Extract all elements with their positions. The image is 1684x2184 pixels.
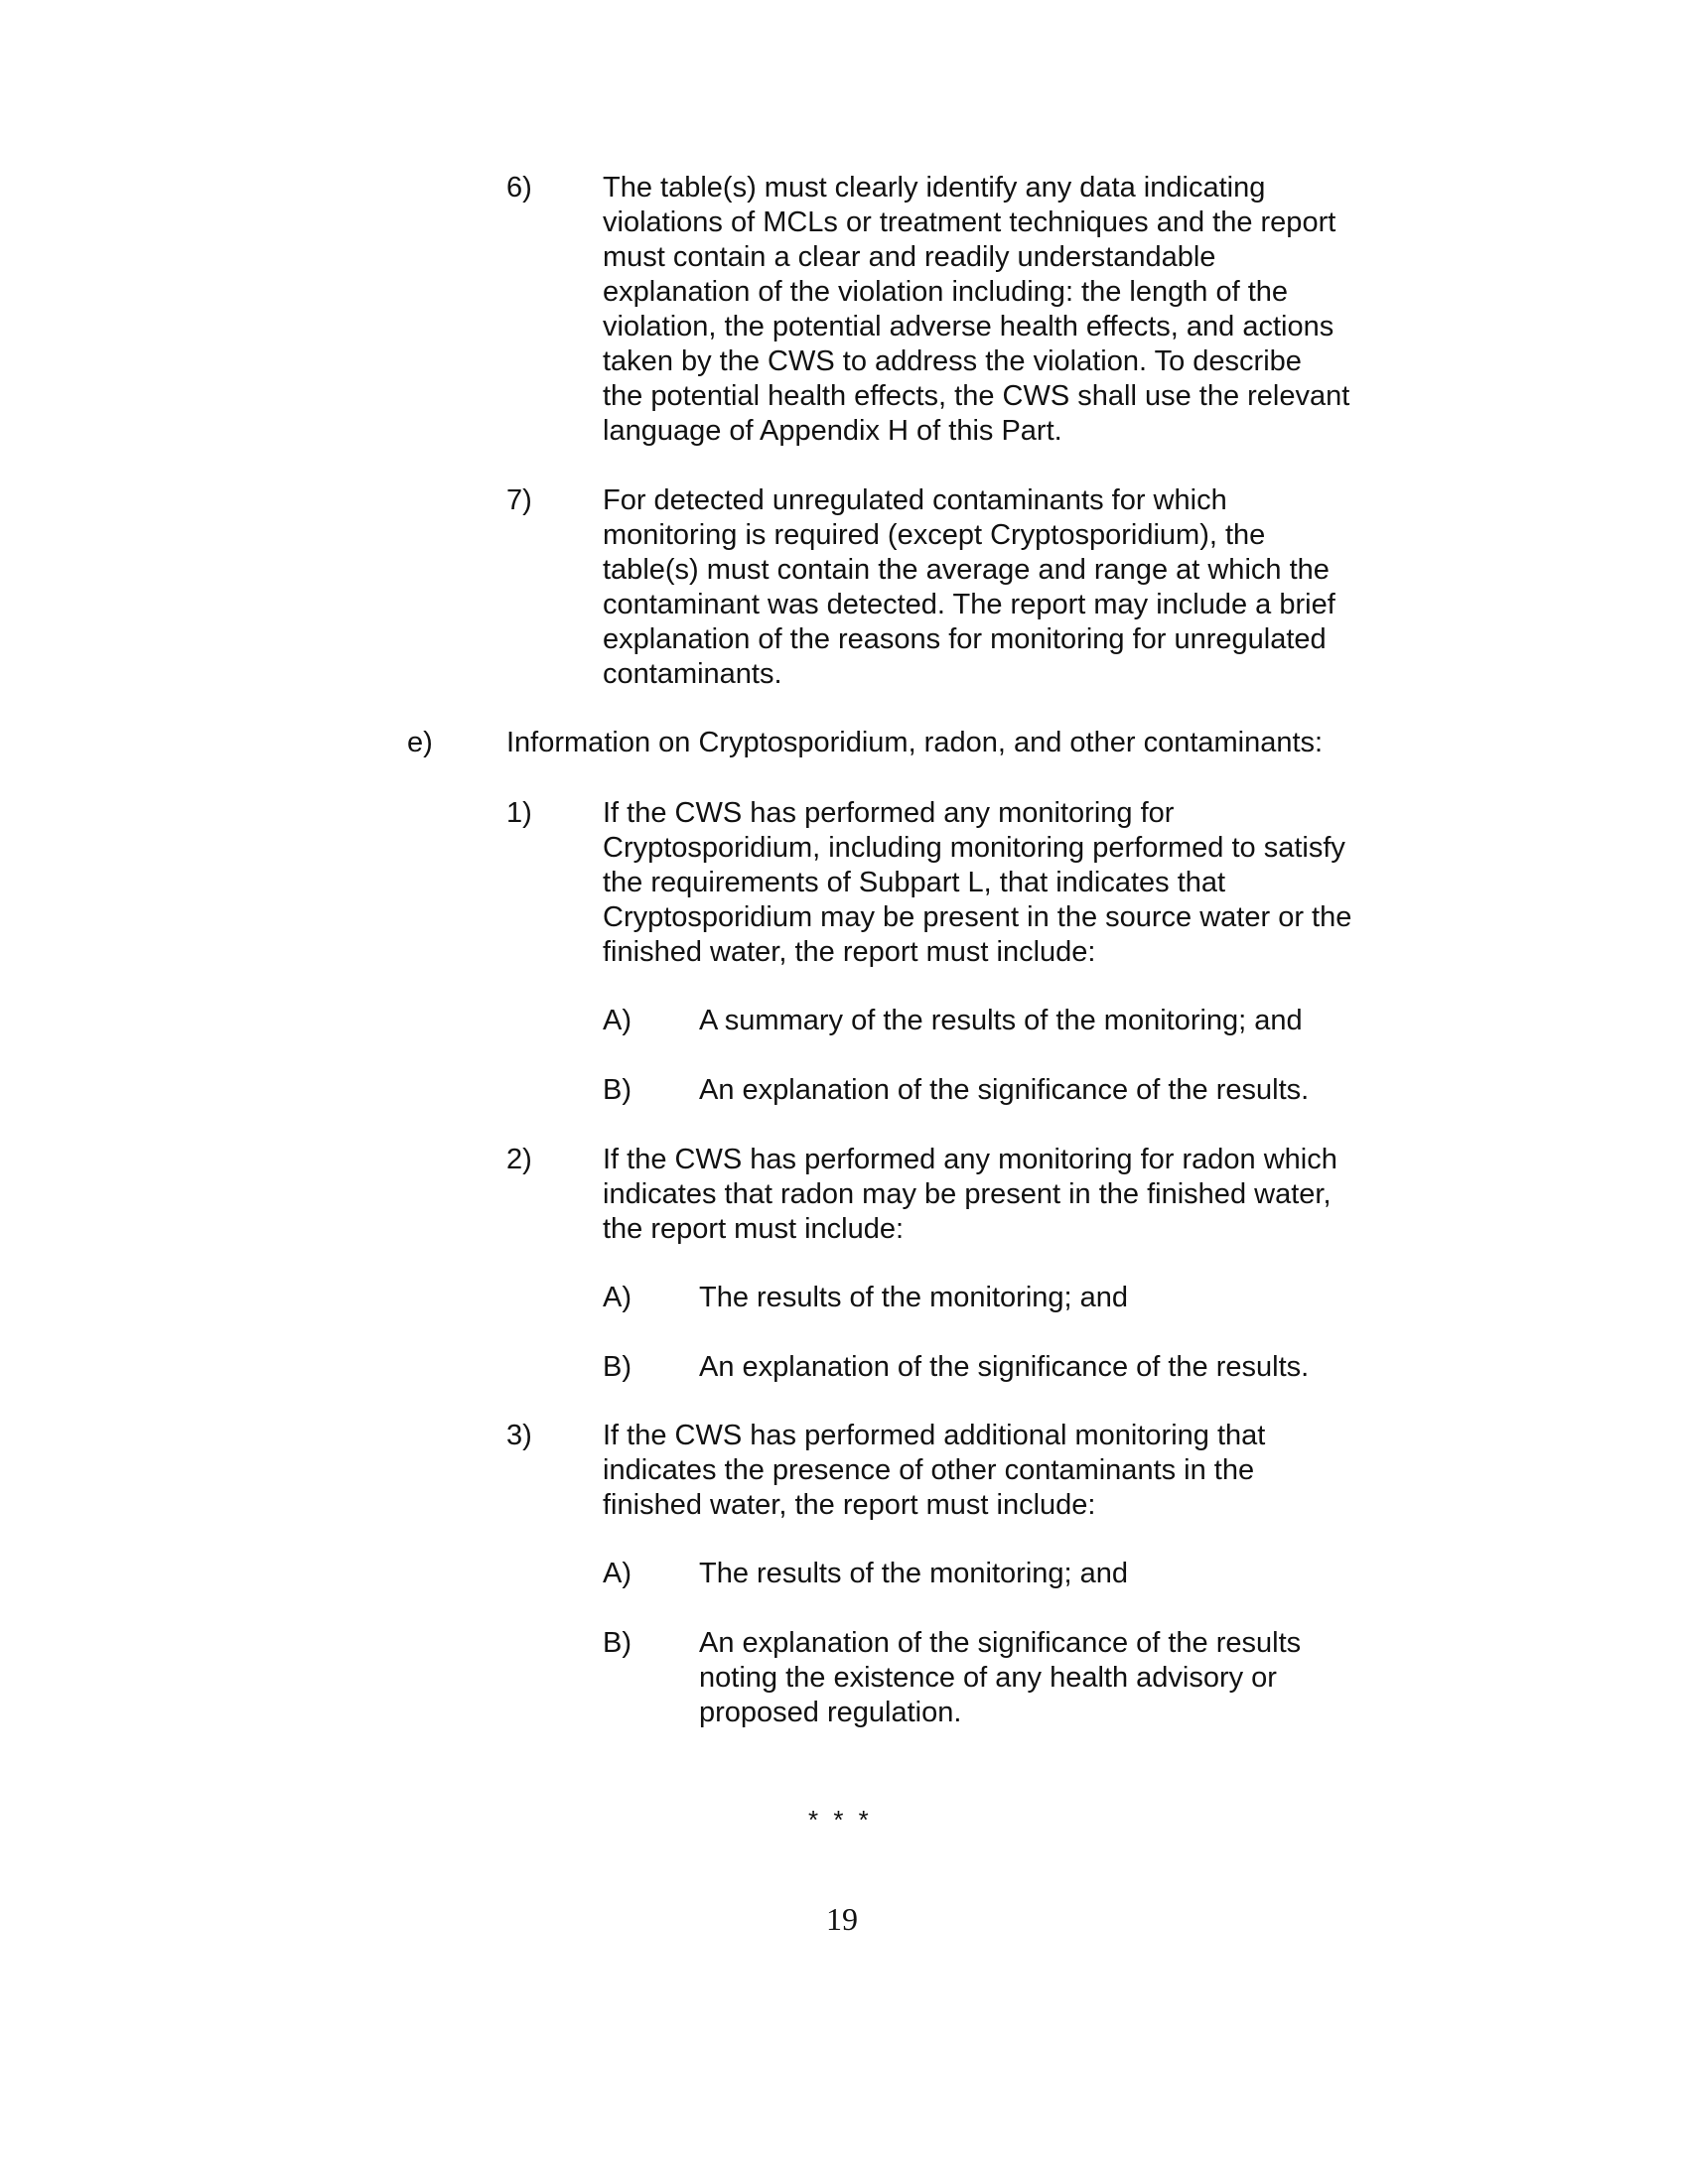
item-text bbox=[603, 171, 1349, 449]
text-line: taken by the CWS to address the violation. To describe bbox=[603, 345, 1302, 377]
item-label: 3) bbox=[506, 1420, 532, 1451]
text-line: If the CWS has performed any monitoring for radon which bbox=[603, 1144, 1337, 1175]
sub-item-text bbox=[699, 1073, 1309, 1108]
sub-item-text bbox=[699, 1004, 1303, 1038]
text-line: A summary of the results of the monitoring; and bbox=[699, 1005, 1303, 1036]
item-label: 1) bbox=[506, 797, 532, 829]
text-line: An explanation of the significance of the results. bbox=[699, 1351, 1310, 1383]
text-line: The results of the monitoring; and bbox=[699, 1558, 1129, 1589]
text-line: Cryptosporidium, including monitoring performed to satisfy bbox=[603, 832, 1345, 864]
item-label: 2) bbox=[506, 1144, 532, 1175]
item-text bbox=[603, 1143, 1337, 1247]
text-line: finished water, the report must include: bbox=[603, 1489, 1096, 1521]
sub-item-label: A) bbox=[603, 1558, 632, 1589]
text-line: If the CWS has performed additional monitoring that bbox=[603, 1420, 1266, 1451]
text-line: violations of MCLs or treatment techniques and the report bbox=[603, 206, 1336, 238]
text-line: indicates that radon may be present in the finished water, bbox=[603, 1178, 1332, 1210]
text-line: noting the existence of any health advisory or bbox=[699, 1662, 1277, 1694]
text-line: Cryptosporidium may be present in the source water or the bbox=[603, 901, 1352, 933]
text-line: An explanation of the significance of the results bbox=[699, 1627, 1302, 1659]
text-line: finished water, the report must include: bbox=[603, 936, 1096, 968]
text-line: monitoring is required (except Cryptosporidium), the bbox=[603, 519, 1266, 551]
text-line: If the CWS has performed any monitoring for bbox=[603, 797, 1175, 829]
sub-item-text bbox=[699, 1350, 1309, 1385]
item-text bbox=[603, 483, 1335, 692]
sub-item-label: A) bbox=[603, 1005, 632, 1036]
sub-item-label: A) bbox=[603, 1282, 632, 1313]
text-line: The table(s) must clearly identify any data indicating bbox=[603, 172, 1266, 204]
text-line: the potential health effects, the CWS shall use the relevant bbox=[603, 380, 1350, 412]
text-line: contaminant was detected. The report may include a brief bbox=[603, 589, 1335, 620]
text-line: explanation of the reasons for monitoring for unregulated bbox=[603, 623, 1327, 655]
text-line: the report must include: bbox=[603, 1213, 905, 1245]
sub-item-label: B) bbox=[603, 1074, 632, 1106]
section-separator: * * * bbox=[808, 1805, 873, 1835]
sub-item-text bbox=[699, 1281, 1128, 1315]
item-label: 7) bbox=[506, 484, 532, 516]
text-line: An explanation of the significance of the results. bbox=[699, 1074, 1310, 1106]
sub-item-label: B) bbox=[603, 1627, 632, 1659]
section-heading bbox=[506, 726, 1323, 760]
text-line: table(s) must contain the average and range at which the bbox=[603, 554, 1330, 586]
text-line: For detected unregulated contaminants for which bbox=[603, 484, 1227, 516]
sub-item-text bbox=[699, 1626, 1301, 1730]
item-label: 6) bbox=[506, 172, 532, 204]
item-text bbox=[603, 796, 1351, 970]
section-label: e) bbox=[407, 727, 433, 758]
text-line: explanation of the violation including: the length of the bbox=[603, 276, 1289, 308]
text-line: must contain a clear and readily understandable bbox=[603, 241, 1216, 273]
sub-item-label: B) bbox=[603, 1351, 632, 1383]
text-line: proposed regulation. bbox=[699, 1697, 962, 1728]
text-line: language of Appendix H of this Part. bbox=[603, 415, 1062, 447]
text-line: The results of the monitoring; and bbox=[699, 1282, 1129, 1313]
text-line: violation, the potential adverse health effects, and actions bbox=[603, 311, 1334, 342]
sub-item-text bbox=[699, 1557, 1128, 1591]
page-number: 19 bbox=[826, 1901, 858, 1937]
text-line: contaminants. bbox=[603, 658, 782, 690]
text-line: the requirements of Subpart L, that indicates that bbox=[603, 867, 1226, 898]
text-line: Information on Cryptosporidium, radon, and other contaminants: bbox=[506, 727, 1324, 758]
text-line: indicates the presence of other contaminants in the bbox=[603, 1454, 1255, 1486]
item-text bbox=[603, 1419, 1265, 1523]
